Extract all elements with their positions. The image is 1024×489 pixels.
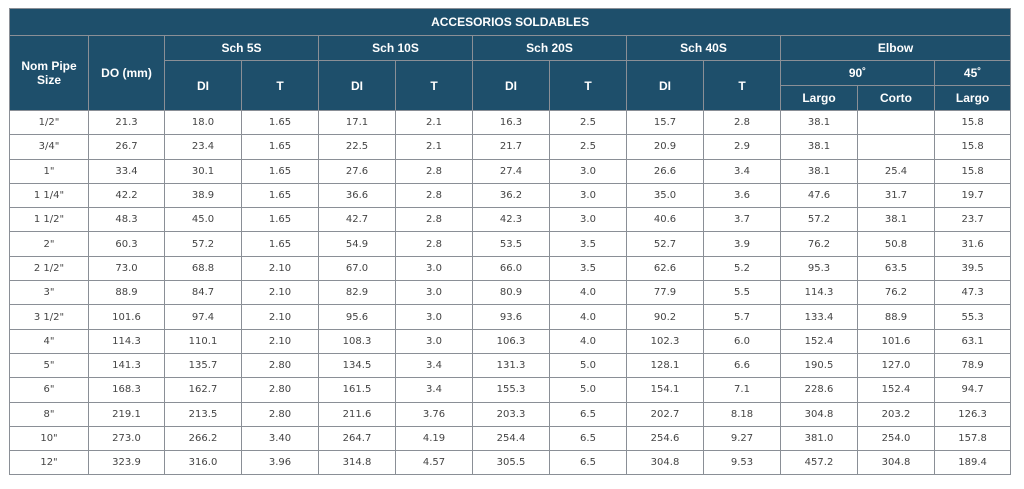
table-cell: 154.1: [627, 378, 704, 402]
table-cell: 305.5: [473, 451, 550, 475]
table-row: [10, 378, 1011, 402]
table-cell: 157.8: [935, 426, 1011, 450]
table-cell: 190.5: [781, 353, 858, 377]
table-cell: 47.3: [935, 281, 1011, 305]
table-cell: 2.10: [242, 305, 319, 329]
table-cell: 27.4: [473, 159, 550, 183]
table-cell: 93.6: [473, 305, 550, 329]
table-cell: 3.5: [550, 232, 627, 256]
table-cell: 304.8: [858, 451, 935, 475]
table-cell: [858, 135, 935, 159]
table-cell: 381.0: [781, 426, 858, 450]
table-cell: 114.3: [781, 281, 858, 305]
table-cell: 57.2: [165, 232, 242, 256]
table-row: [10, 159, 1011, 183]
table-cell: 23.7: [935, 208, 1011, 232]
table-cell: 7.1: [704, 378, 781, 402]
table-cell: 2.9: [704, 135, 781, 159]
table-cell: 2 1/2": [10, 256, 89, 280]
table-cell: 15.8: [935, 159, 1011, 183]
table-cell: 12": [10, 451, 89, 475]
table-cell: 3.96: [242, 451, 319, 475]
table-cell: 50.8: [858, 232, 935, 256]
table-cell: 4.19: [396, 426, 473, 450]
table-cell: 66.0: [473, 256, 550, 280]
header-sch40-t: T: [704, 61, 781, 111]
table-row: [10, 451, 1011, 475]
table-cell: 4.0: [550, 329, 627, 353]
table-cell: 6.6: [704, 353, 781, 377]
table-cell: 4.0: [550, 305, 627, 329]
table-cell: 254.4: [473, 426, 550, 450]
header-sch40-di: DI: [627, 61, 704, 111]
table-cell: 1/2": [10, 111, 89, 135]
table-row: [10, 329, 1011, 353]
table-cell: 90.2: [627, 305, 704, 329]
table-cell: 38.1: [858, 208, 935, 232]
table-cell: 2.8: [396, 159, 473, 183]
table-cell: 2.10: [242, 256, 319, 280]
table-cell: 42.2: [89, 183, 165, 207]
table-cell: 2.1: [396, 135, 473, 159]
table-cell: 2.5: [550, 111, 627, 135]
table-cell: 53.5: [473, 232, 550, 256]
table-cell: 106.3: [473, 329, 550, 353]
table-cell: 2.80: [242, 378, 319, 402]
table-row: [10, 111, 1011, 135]
table-cell: 23.4: [165, 135, 242, 159]
table-cell: 78.9: [935, 353, 1011, 377]
table-cell: 203.3: [473, 402, 550, 426]
table-container: [9, 8, 1010, 475]
table-cell: 102.3: [627, 329, 704, 353]
table-cell: 114.3: [89, 329, 165, 353]
table-cell: 2.1: [396, 111, 473, 135]
table-cell: 30.1: [165, 159, 242, 183]
table-cell: 161.5: [319, 378, 396, 402]
table-cell: 35.0: [627, 183, 704, 207]
table-cell: 94.7: [935, 378, 1011, 402]
table-cell: 45.0: [165, 208, 242, 232]
header-elbow-90: 90˚: [781, 61, 935, 86]
table-cell: 1.65: [242, 232, 319, 256]
table-cell: 73.0: [89, 256, 165, 280]
table-cell: 47.6: [781, 183, 858, 207]
table-cell: 1.65: [242, 208, 319, 232]
table-cell: 38.1: [781, 159, 858, 183]
table-cell: 3.9: [704, 232, 781, 256]
table-cell: 1.65: [242, 183, 319, 207]
table-row: [10, 232, 1011, 256]
table-cell: 219.1: [89, 402, 165, 426]
table-cell: 323.9: [89, 451, 165, 475]
table-cell: 55.3: [935, 305, 1011, 329]
table-cell: 3.6: [704, 183, 781, 207]
table-cell: 3": [10, 281, 89, 305]
table-cell: 48.3: [89, 208, 165, 232]
table-cell: 77.9: [627, 281, 704, 305]
table-cell: 133.4: [781, 305, 858, 329]
table-cell: 38.1: [781, 135, 858, 159]
table-cell: 3/4": [10, 135, 89, 159]
table-cell: 3.0: [396, 281, 473, 305]
table-cell: 152.4: [858, 378, 935, 402]
table-cell: 63.1: [935, 329, 1011, 353]
table-cell: 203.2: [858, 402, 935, 426]
table-cell: [858, 111, 935, 135]
table-cell: 97.4: [165, 305, 242, 329]
table-cell: 15.8: [935, 135, 1011, 159]
table-cell: 20.9: [627, 135, 704, 159]
header-od: DO (mm): [89, 36, 165, 111]
table-cell: 3.40: [242, 426, 319, 450]
table-cell: 88.9: [858, 305, 935, 329]
table-cell: 5.0: [550, 353, 627, 377]
table-cell: 42.3: [473, 208, 550, 232]
table-cell: 1": [10, 159, 89, 183]
header-sch5s: Sch 5S: [165, 36, 319, 61]
table-cell: 36.2: [473, 183, 550, 207]
table-cell: 19.7: [935, 183, 1011, 207]
table-row: [10, 426, 1011, 450]
table-cell: 82.9: [319, 281, 396, 305]
table-row: [10, 402, 1011, 426]
table-cell: 2": [10, 232, 89, 256]
table-cell: 273.0: [89, 426, 165, 450]
table-cell: 1 1/4": [10, 183, 89, 207]
table-cell: 2.80: [242, 353, 319, 377]
table-cell: 2.80: [242, 402, 319, 426]
table-cell: 2.8: [704, 111, 781, 135]
header-elbow-45: 45˚: [935, 61, 1011, 86]
table-cell: 6.5: [550, 426, 627, 450]
table-cell: 155.3: [473, 378, 550, 402]
table-cell: 3.0: [550, 159, 627, 183]
table-cell: 1.65: [242, 111, 319, 135]
table-cell: 254.0: [858, 426, 935, 450]
table-cell: 40.6: [627, 208, 704, 232]
table-cell: 141.3: [89, 353, 165, 377]
table-cell: 68.8: [165, 256, 242, 280]
table-cell: 17.1: [319, 111, 396, 135]
header-sch10-t: T: [396, 61, 473, 111]
header-90-corto: Corto: [858, 86, 935, 111]
table-cell: 3.76: [396, 402, 473, 426]
table-cell: 26.7: [89, 135, 165, 159]
table-cell: 2.8: [396, 232, 473, 256]
table-cell: 152.4: [781, 329, 858, 353]
table-cell: 63.5: [858, 256, 935, 280]
table-cell: 3.0: [396, 256, 473, 280]
table-cell: 10": [10, 426, 89, 450]
table-cell: 254.6: [627, 426, 704, 450]
table-cell: 33.4: [89, 159, 165, 183]
table-cell: 5.2: [704, 256, 781, 280]
header-sch20-di: DI: [473, 61, 550, 111]
table-cell: 62.6: [627, 256, 704, 280]
table-cell: 5.5: [704, 281, 781, 305]
table-cell: 127.0: [858, 353, 935, 377]
table-cell: 60.3: [89, 232, 165, 256]
table-cell: 3.4: [396, 353, 473, 377]
table-cell: 6.5: [550, 451, 627, 475]
table-cell: 52.7: [627, 232, 704, 256]
table-cell: 3 1/2": [10, 305, 89, 329]
table-cell: 108.3: [319, 329, 396, 353]
table-cell: 134.5: [319, 353, 396, 377]
table-cell: 36.6: [319, 183, 396, 207]
table-cell: 213.5: [165, 402, 242, 426]
header-sch5-t: T: [242, 61, 319, 111]
table-row: [10, 353, 1011, 377]
table-cell: 162.7: [165, 378, 242, 402]
table-cell: 101.6: [89, 305, 165, 329]
fittings-table: [9, 8, 1011, 475]
table-cell: 189.4: [935, 451, 1011, 475]
table-cell: 3.0: [396, 305, 473, 329]
table-cell: 3.5: [550, 256, 627, 280]
table-cell: 1.65: [242, 159, 319, 183]
table-cell: 84.7: [165, 281, 242, 305]
table-cell: 1 1/2": [10, 208, 89, 232]
table-cell: 38.9: [165, 183, 242, 207]
table-row: [10, 183, 1011, 207]
table-cell: 95.3: [781, 256, 858, 280]
table-cell: 80.9: [473, 281, 550, 305]
table-cell: 88.9: [89, 281, 165, 305]
table-cell: 128.1: [627, 353, 704, 377]
table-cell: 304.8: [781, 402, 858, 426]
table-cell: 202.7: [627, 402, 704, 426]
table-row: [10, 135, 1011, 159]
table-cell: 126.3: [935, 402, 1011, 426]
table-cell: 3.0: [396, 329, 473, 353]
header-sch5-di: DI: [165, 61, 242, 111]
table-cell: 54.9: [319, 232, 396, 256]
header-nom-pipe-size: Nom Pipe Size: [10, 36, 89, 111]
table-cell: 228.6: [781, 378, 858, 402]
table-title: ACCESORIOS SOLDABLES: [10, 9, 1011, 36]
table-cell: 21.7: [473, 135, 550, 159]
header-sch10-di: DI: [319, 61, 396, 111]
table-cell: 95.6: [319, 305, 396, 329]
table-cell: 2.5: [550, 135, 627, 159]
table-cell: 211.6: [319, 402, 396, 426]
table-cell: 110.1: [165, 329, 242, 353]
table-cell: 3.4: [704, 159, 781, 183]
table-cell: 42.7: [319, 208, 396, 232]
table-cell: 76.2: [858, 281, 935, 305]
table-cell: 15.8: [935, 111, 1011, 135]
table-cell: 39.5: [935, 256, 1011, 280]
table-cell: 67.0: [319, 256, 396, 280]
table-cell: 3.7: [704, 208, 781, 232]
table-cell: 135.7: [165, 353, 242, 377]
table-row: [10, 256, 1011, 280]
table-cell: 2.8: [396, 183, 473, 207]
header-sch20s: Sch 20S: [473, 36, 627, 61]
table-cell: 16.3: [473, 111, 550, 135]
table-cell: 304.8: [627, 451, 704, 475]
table-cell: 31.7: [858, 183, 935, 207]
table-cell: 2.10: [242, 281, 319, 305]
table-cell: 18.0: [165, 111, 242, 135]
header-45-largo: Largo: [935, 86, 1011, 111]
table-cell: 4.0: [550, 281, 627, 305]
table-cell: 168.3: [89, 378, 165, 402]
table-cell: 457.2: [781, 451, 858, 475]
table-cell: 8": [10, 402, 89, 426]
header-sch20-t: T: [550, 61, 627, 111]
table-cell: 15.7: [627, 111, 704, 135]
table-cell: 101.6: [858, 329, 935, 353]
table-cell: 6": [10, 378, 89, 402]
table-cell: 5": [10, 353, 89, 377]
table-cell: 22.5: [319, 135, 396, 159]
table-cell: 9.53: [704, 451, 781, 475]
table-cell: 21.3: [89, 111, 165, 135]
table-row: [10, 305, 1011, 329]
table-body: [10, 111, 1011, 475]
header-elbow: Elbow: [781, 36, 1011, 61]
table-cell: 4": [10, 329, 89, 353]
table-row: [10, 208, 1011, 232]
table-cell: 25.4: [858, 159, 935, 183]
table-cell: 316.0: [165, 451, 242, 475]
table-cell: 57.2: [781, 208, 858, 232]
table-cell: 264.7: [319, 426, 396, 450]
table-cell: 26.6: [627, 159, 704, 183]
table-cell: 8.18: [704, 402, 781, 426]
table-cell: 2.10: [242, 329, 319, 353]
table-cell: 314.8: [319, 451, 396, 475]
table-cell: 6.5: [550, 402, 627, 426]
table-cell: 5.0: [550, 378, 627, 402]
table-cell: 266.2: [165, 426, 242, 450]
table-cell: 27.6: [319, 159, 396, 183]
header-sch10s: Sch 10S: [319, 36, 473, 61]
table-cell: 131.3: [473, 353, 550, 377]
table-cell: 5.7: [704, 305, 781, 329]
table-row: [10, 281, 1011, 305]
table-cell: 6.0: [704, 329, 781, 353]
table-cell: 2.8: [396, 208, 473, 232]
table-cell: 31.6: [935, 232, 1011, 256]
table-cell: 38.1: [781, 111, 858, 135]
table-cell: 3.0: [550, 208, 627, 232]
table-cell: 76.2: [781, 232, 858, 256]
header-sch40s: Sch 40S: [627, 36, 781, 61]
table-cell: 3.0: [550, 183, 627, 207]
table-cell: 4.57: [396, 451, 473, 475]
table-cell: 1.65: [242, 135, 319, 159]
table-cell: 9.27: [704, 426, 781, 450]
header-90-largo: Largo: [781, 86, 858, 111]
table-cell: 3.4: [396, 378, 473, 402]
